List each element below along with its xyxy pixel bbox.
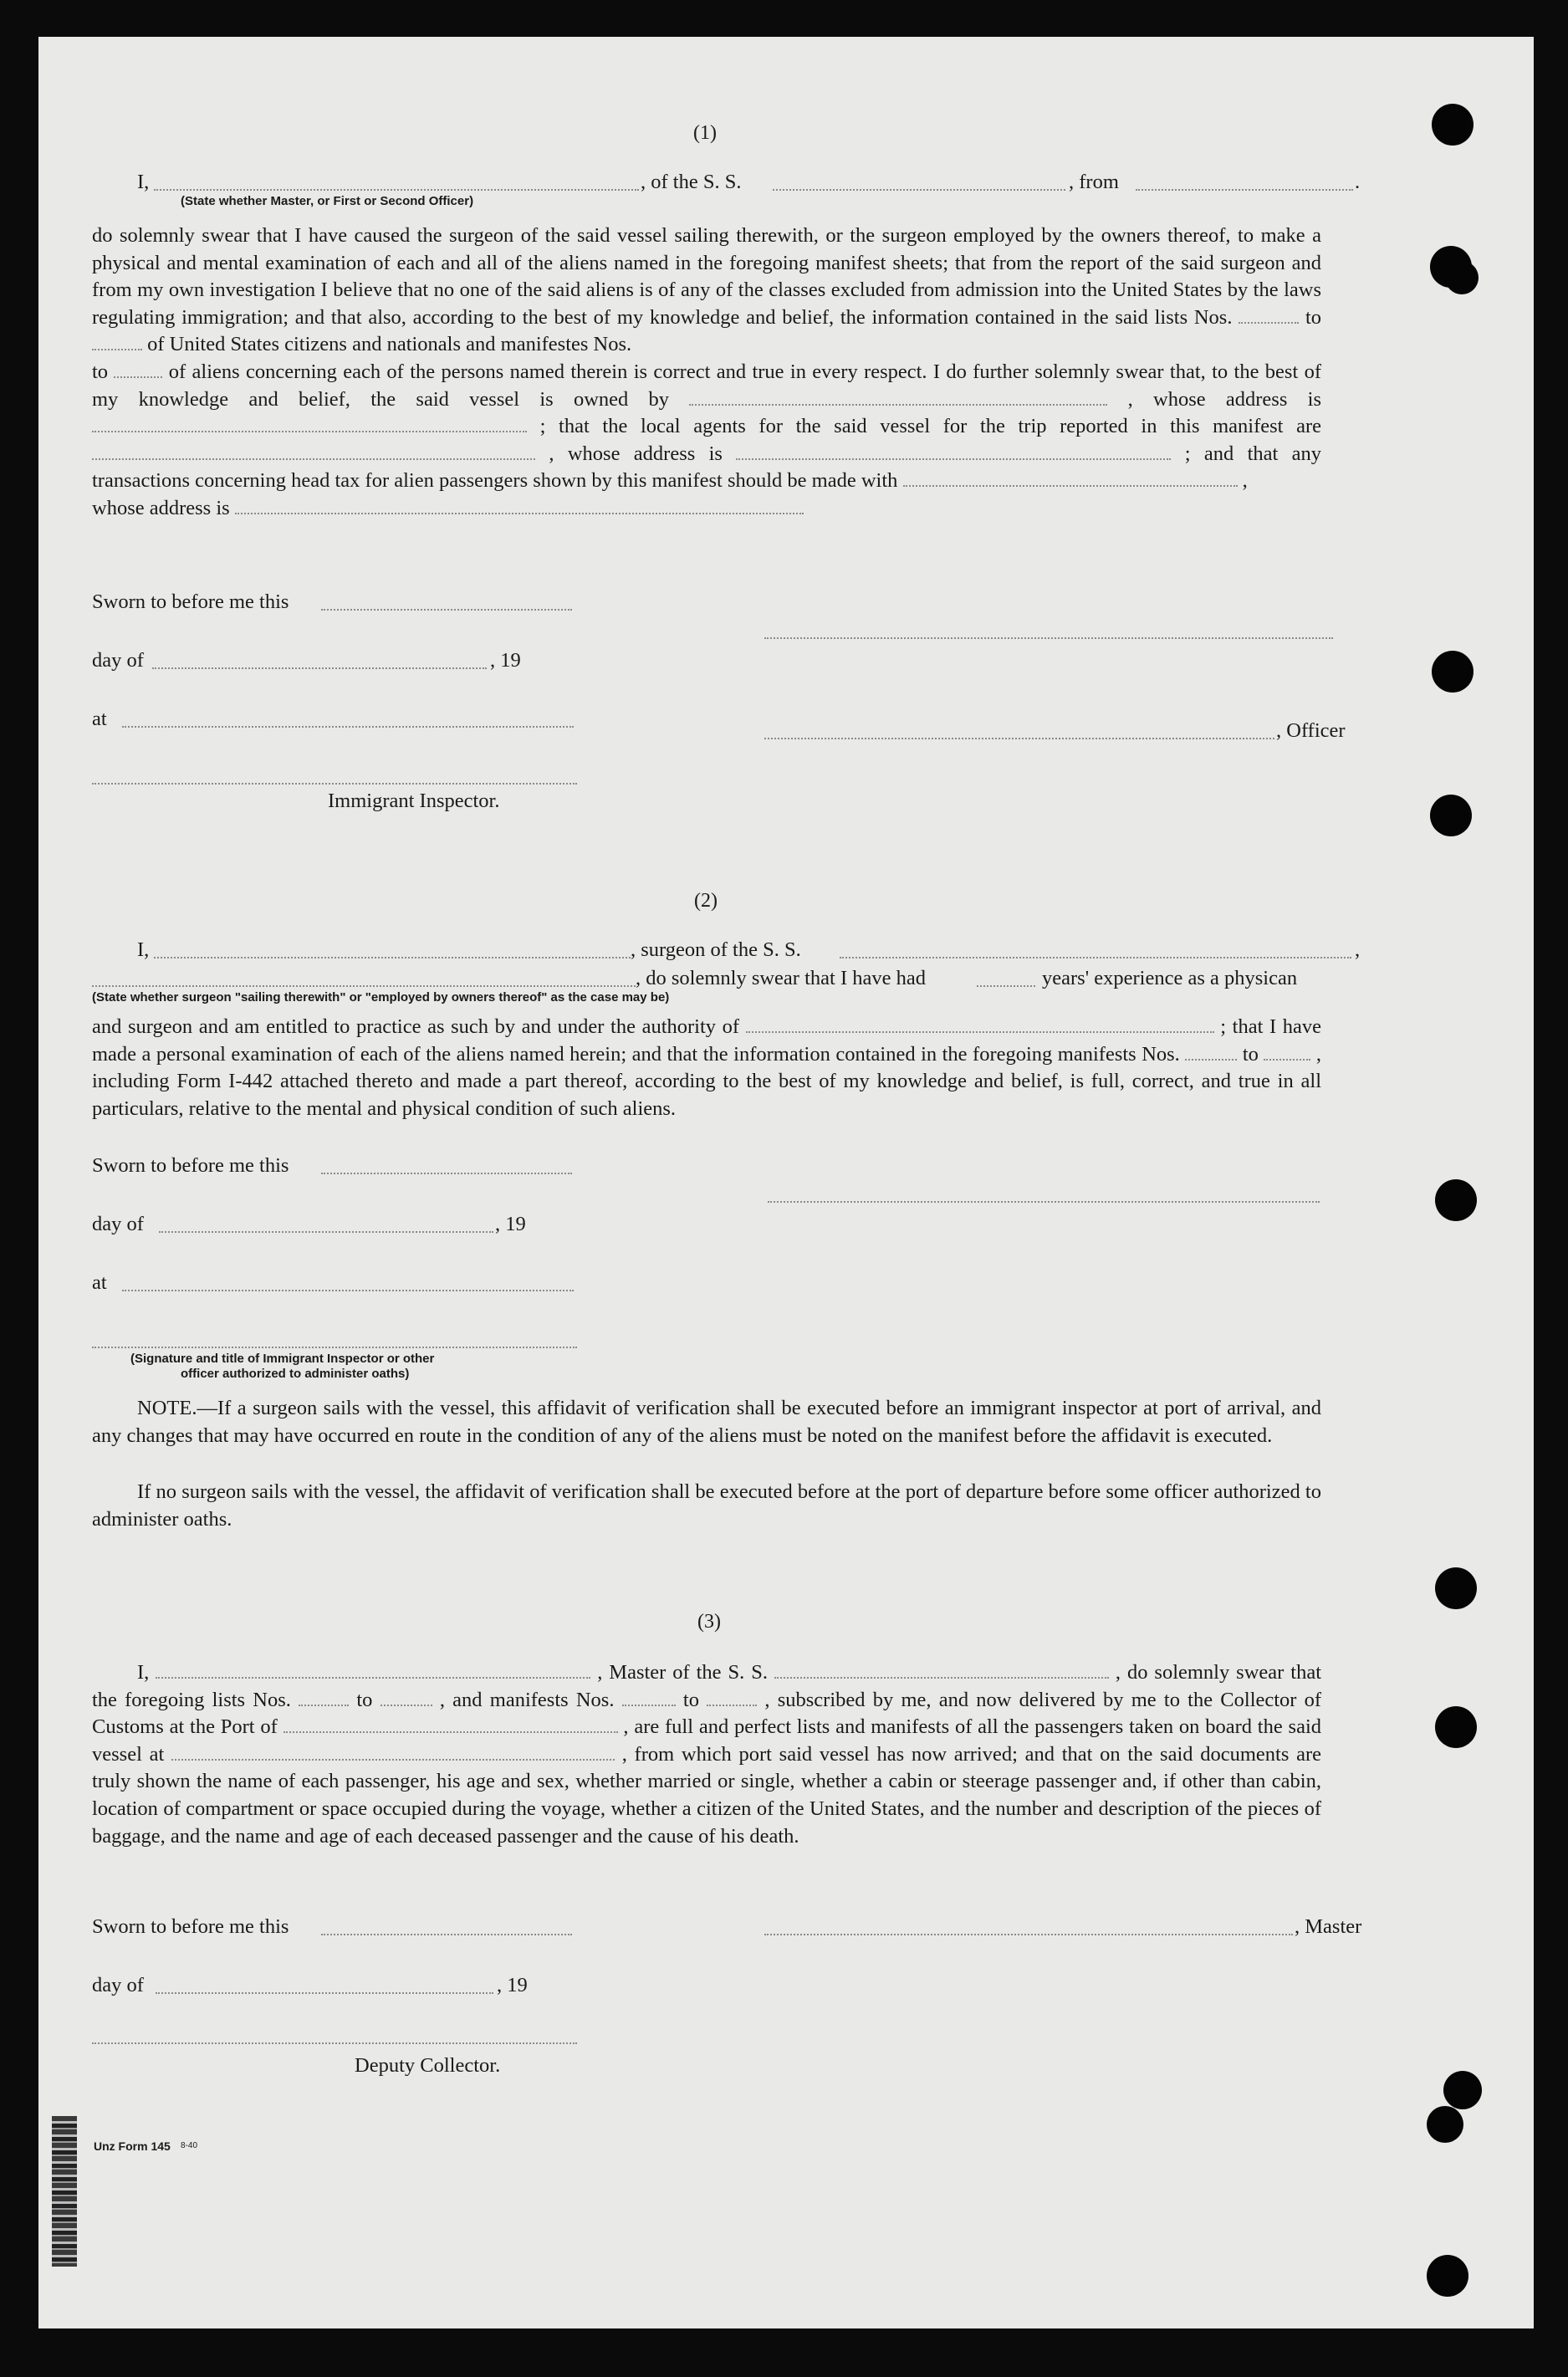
sec1-officer-name-field[interactable]: [154, 189, 639, 191]
sec2-signature-line[interactable]: [768, 1201, 1320, 1203]
sec2-manifests-from-field[interactable]: [1185, 1044, 1237, 1061]
sec1-manifests-to-field[interactable]: [114, 361, 162, 378]
sec1-officer-signature-field[interactable]: [764, 738, 1274, 739]
sec3-year-prefix: , 19: [497, 1974, 528, 1996]
sec2-note-no-surgeon: If no surgeon sails with the vessel, the affidavit of verification shall be executed before at the port of departure before some officer authorized to administer oaths.: [92, 1480, 1321, 1531]
sec1-line1-period: .: [1355, 171, 1361, 193]
sec2-line1-comma: ,: [1355, 938, 1361, 961]
sec1-inspector-label: Immigrant Inspector.: [328, 790, 500, 812]
sec1-owner-field[interactable]: [689, 389, 1107, 406]
punch-hole: [1445, 261, 1479, 294]
sec3-departure-port-field[interactable]: [171, 1744, 615, 1761]
punch-hole: [1435, 1706, 1477, 1748]
sec1-agents-address-field[interactable]: [736, 443, 1171, 460]
sec1-from-port-field[interactable]: [1136, 189, 1353, 191]
sec2-surgeon-status-note: (State whether surgeon "sailing therewith" or "employed by owners thereof" as the case may be): [92, 990, 670, 1004]
sec3-manifests-to-field[interactable]: [707, 1689, 757, 1706]
sec1-from-label: , from: [1069, 171, 1119, 193]
sec1-lists-to-field[interactable]: [92, 334, 142, 350]
sec1-month-field[interactable]: [152, 667, 487, 669]
sec3-sworn-day-field[interactable]: [321, 1934, 572, 1935]
sec3-manifests-from-field[interactable]: [622, 1689, 676, 1706]
sec3-vessel-field[interactable]: [774, 1662, 1109, 1679]
sec1-of-ss-label: , of the S. S.: [641, 171, 742, 193]
sec3-master-name-field[interactable]: [156, 1662, 590, 1679]
sec2-manifests-to-field[interactable]: [1264, 1044, 1310, 1061]
sec3-deputy-label: Deputy Collector.: [355, 2054, 501, 2077]
sec2-years-label: years' experience as a physican: [1042, 967, 1298, 989]
punch-hole: [1443, 2071, 1482, 2109]
sec1-i-label: I,: [137, 171, 150, 193]
sec1-oath-paragraph: do solemnly swear that I have caused the surgeon of the said vessel sailing therewith, or the surgeon employed by the owners thereof, to make a physical and mental examination of each and all of the aliens named in the foregoing manifest sheets; that from the report of the said surgeon and from my own investigation I believe that no one of the said aliens is of any of the classes excluded from admission into the United States by the laws regulating immigration; and that also, according to the best of my knowledge and belief, the information contained in the said lists Nos. to of United States citizens and nationals and manifestes Nos. to of aliens concerning each of the persons named therein is correct and true in every respect. I do further solemnly swear that, to the best of my knowledge and belief, the said vessel is owned by , whose address is ; that the local agents for the said vessel for the trip reported in this manifest are , whose address is ; and that any transactions concerning head tax for alien passengers shown by this manifest should be made with , whose address is: [92, 224, 1322, 519]
sec3-sworn-label: Sworn to before me this: [92, 1915, 289, 1938]
sec1-lists-from-field[interactable]: [1239, 307, 1299, 324]
sec2-day-of-label: day of: [92, 1213, 144, 1235]
sec1-officer-label: , Officer: [1276, 719, 1346, 742]
section-2-number: (2): [694, 890, 718, 912]
sec2-authority-field[interactable]: [746, 1016, 1214, 1033]
sec1-signature-line[interactable]: [764, 637, 1333, 639]
bleed-through-ghost-text: [105, 141, 808, 171]
sec1-day-of-label: day of: [92, 649, 144, 672]
punch-hole: [1432, 651, 1474, 693]
sec2-oath-paragraph: and surgeon and am entitled to practice as such by and under the authority of ; that I have made a personal examination of each of the aliens named herein; and that the information contained in the foregoing manifests Nos. to , including Form I-442 attached thereto and made a part thereof, according to the best of my knowledge and belief, is full, correct, and true in all particulars, relative to the mental and physical condition of such aliens.: [92, 1015, 1322, 1120]
sec2-surgeon-status-field[interactable]: [92, 985, 636, 987]
sec1-sworn-day-field[interactable]: [321, 609, 572, 611]
sec2-sig-note-1: (Signature and title of Immigrant Inspector or other: [130, 1352, 435, 1366]
sec2-month-field[interactable]: [159, 1231, 493, 1233]
sec1-year-prefix: , 19: [490, 649, 521, 672]
section-3-number: (3): [697, 1611, 721, 1633]
sec1-head-tax-address-field[interactable]: [235, 498, 804, 514]
sec2-sworn-day-field[interactable]: [321, 1173, 572, 1174]
sec1-sworn-label: Sworn to before me this: [92, 590, 289, 613]
punch-hole: [1427, 2106, 1463, 2143]
torn-edge-binding-strip: [52, 2116, 77, 2267]
sec1-vessel-field[interactable]: [773, 189, 1065, 191]
sec3-master-label: , Master: [1295, 1915, 1362, 1938]
sec2-surgeon-of-label: , surgeon of the S. S.: [631, 938, 801, 961]
punch-hole: [1432, 104, 1474, 146]
footer-form-id: Unz Form 145: [94, 2139, 171, 2153]
sec2-i-label: I,: [137, 938, 150, 961]
sec2-years-field[interactable]: [977, 985, 1035, 987]
sec2-vessel-field[interactable]: [840, 957, 1351, 958]
sec1-inspector-signature-field[interactable]: [92, 783, 577, 785]
punch-hole: [1427, 2255, 1468, 2297]
sec2-inspector-signature-field[interactable]: [92, 1347, 577, 1348]
manifest-affidavit-sheet: [38, 37, 1534, 2328]
sec2-sig-note-2: officer authorized to administer oaths): [181, 1367, 410, 1381]
sec2-note-surgeon-sails: NOTE.—If a surgeon sails with the vessel, this affidavit of verification shall be executed before an immigrant inspector at port of arrival, and any changes that may have occurred en route in the condition of any of the aliens must be noted on the manifest before the affidavit is executed.: [92, 1397, 1321, 1447]
punch-hole: [1435, 1567, 1477, 1609]
sec1-agents-field[interactable]: [92, 443, 535, 460]
sec3-oath-paragraph: I, , Master of the S. S. , do solemnly swear that the foregoing lists Nos. to , and manifests Nos. to , subscribed by me, and now delivered by me to the Collector of Customs at the Port of , are full and perfect lists and manifests of all the passengers taken on board the said vessel at , from which port said vessel has now arrived; and that on the said documents are truly shown the name of each passenger, his age and sex, whether married or single, whether a cabin or steerage passenger and, if other than cabin, location of compartment or space occupied during the voyage, whether a citizen of the United States, and the number and description of the pieces of baggage, and the name and age of each deceased passenger and the cause of his death.: [92, 1661, 1322, 1848]
sec3-day-of-label: day of: [92, 1974, 144, 1996]
punch-hole: [1435, 1179, 1477, 1221]
footer-form-date: 8-40: [181, 2141, 198, 2150]
sec1-officer-note: (State whether Master, or First or Second Officer): [181, 194, 474, 208]
sec1-at-place-field[interactable]: [122, 726, 574, 728]
sec1-at-label: at: [92, 708, 107, 730]
sec1-head-tax-party-field[interactable]: [903, 470, 1238, 487]
sec2-year-prefix: , 19: [495, 1213, 526, 1235]
sec3-master-signature-field[interactable]: [764, 1934, 1293, 1935]
sec2-surgeon-name-field[interactable]: [154, 957, 631, 958]
sec1-owner-address-field[interactable]: [92, 416, 527, 432]
sec2-at-label: at: [92, 1271, 107, 1294]
sec2-sworn-label: Sworn to before me this: [92, 1154, 289, 1177]
section-1-number: (1): [693, 122, 717, 144]
sec2-at-place-field[interactable]: [122, 1290, 574, 1291]
sec3-port-field[interactable]: [283, 1716, 618, 1733]
sec3-month-field[interactable]: [156, 1992, 493, 1994]
sec3-deputy-signature-field[interactable]: [92, 2042, 577, 2044]
sec3-lists-to-field[interactable]: [381, 1689, 432, 1706]
sec3-lists-from-field[interactable]: [299, 1689, 349, 1706]
sec2-swear-label: , do solemnly swear that I have had: [636, 967, 926, 989]
punch-hole: [1430, 795, 1472, 836]
